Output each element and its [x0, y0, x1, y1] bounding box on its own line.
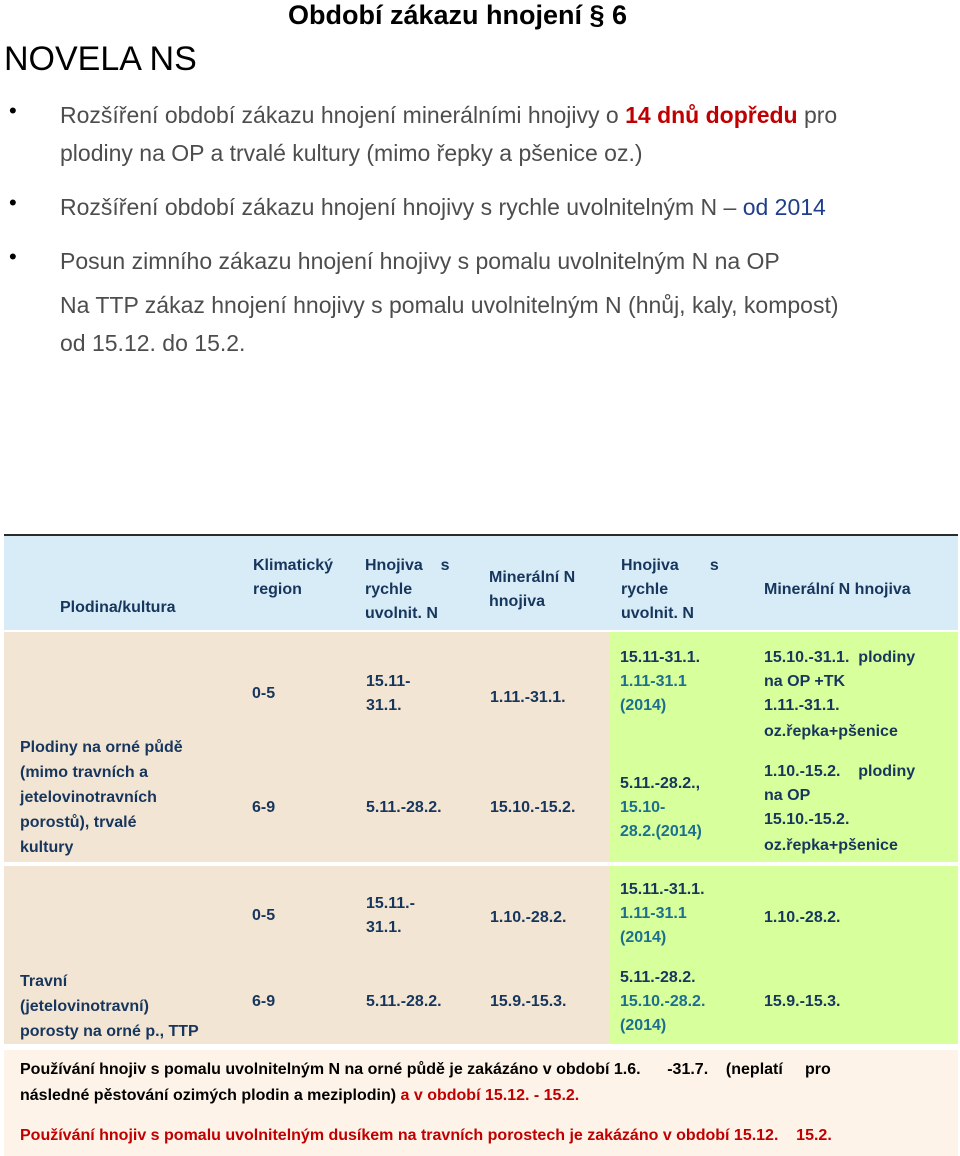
g1r2-newfast-3: 28.2.(2014)	[620, 823, 702, 840]
g2r1-fast-2: 31.1.	[366, 919, 402, 936]
header-crop: Plodina/kultura	[60, 599, 176, 616]
bullet-1-highlight: 14 dnů dopředu	[625, 102, 798, 128]
g1r1-fast-2: 31.1.	[366, 697, 402, 714]
g1r1-newmin-3: 1.11.-31.1.	[764, 697, 840, 714]
bullet-1-text-end: pro	[797, 102, 838, 128]
bullet-1-line2: plodiny na OP a trvalé kultury (mimo řepky a pšenice oz.)	[60, 140, 643, 166]
header-region-2: region	[253, 581, 302, 598]
group2-crop-1: Travní	[20, 973, 68, 990]
header-fast2-1: Hnojiva s	[621, 557, 719, 574]
g2r2-newmin: 15.9.-15.3.	[764, 993, 841, 1010]
group2-crop-2: (jetelovinotravní)	[20, 998, 149, 1015]
g2r2-newfast-1: 5.11.-28.2.	[620, 969, 696, 986]
g1r2-newmin-3: 15.10.-15.2.	[764, 811, 850, 828]
g2r2-mineral: 15.9.-15.3.	[490, 993, 567, 1010]
bullet-2	[60, 188, 940, 226]
bullet-3-sub	[60, 286, 940, 362]
footer-line1: Používání hnojiv s pomalu uvolnitelným N na orné půdě je zakázáno v období 1.6. -31.7. (neplatí pro	[20, 1061, 831, 1078]
header-fast2-3: uvolnit. N	[621, 605, 694, 622]
g2r2-newfast-2: 15.10.-28.2.	[620, 993, 706, 1010]
g1r1-region: 0-5	[252, 685, 276, 702]
bullet-2-highlight: od 2014	[742, 194, 826, 220]
g1r2-newmin-2: na OP	[764, 787, 811, 804]
header-mineral2: Minerální N hnojiva	[764, 581, 911, 598]
group2-crop-3: porosty na orné p., TTP	[20, 1023, 199, 1040]
header-fast2-2: rychle	[621, 581, 669, 598]
footer-line2-highlight: a v období 15.12. - 15.2.	[396, 1087, 580, 1104]
footer-notes	[4, 1050, 958, 1156]
footer-line2	[20, 1084, 579, 1108]
header-region-1: Klimatický	[253, 557, 334, 574]
g2r1-fast-1: 15.11.-	[366, 895, 415, 912]
bullet-3	[60, 242, 940, 280]
bullet-1	[60, 96, 940, 172]
header-mineral-2: hnojiva	[489, 593, 546, 610]
header-fast-3: uvolnit. N	[365, 605, 438, 622]
group1-crop-5: kultury	[20, 839, 74, 856]
g1r1-newfast-3: (2014)	[620, 697, 667, 714]
g1r2-newmin-1: 1.10.-15.2. plodiny	[764, 763, 916, 780]
group1-new-cells	[610, 630, 958, 862]
g1r1-newfast-2: 1.11-31.1	[620, 673, 687, 690]
bullet-1-text: Rozšíření období zákazu hnojení minerálními hnojivy o	[60, 102, 626, 128]
footer-line3: Používání hnojiv s pomalu uvolnitelným dusíkem na travních porostech je zakázáno v období 15.12. 15.2.	[20, 1127, 832, 1144]
g2r1-region: 0-5	[252, 907, 276, 924]
title-right: Období zákazu hnojení § 6	[288, 0, 628, 30]
g1r1-newmin-2: na OP +TK	[764, 673, 846, 690]
table-header	[4, 534, 958, 630]
g2r1-newfast-1: 15.11.-31.1.	[620, 881, 705, 898]
g1r2-newmin-4: oz.řepka+pšenice	[764, 837, 898, 854]
footer-line2-text: následné pěstování ozimých plodin a meziplodin)	[20, 1087, 397, 1104]
g1r2-region: 6-9	[252, 799, 276, 816]
group1-old-cells	[4, 630, 610, 862]
g1r1-mineral: 1.11.-31.1.	[490, 689, 566, 706]
g1r1-newfast-1: 15.11-31.1.	[620, 649, 701, 666]
header-fast-1: Hnojiva s	[365, 557, 450, 574]
bullet-dot: •	[9, 244, 17, 269]
header-mineral-1: Minerální N	[489, 569, 576, 586]
g2r1-newmin: 1.10.-28.2.	[764, 909, 841, 926]
group1-crop-4: porostů), trvalé	[20, 814, 137, 831]
group2-new-cells	[610, 864, 958, 1044]
bullet-3-sub-line1: Na TTP zákaz hnojení hnojivy s pomalu uvolnitelným N (hnůj, kaly, kompost)	[60, 292, 839, 318]
g2r1-mineral: 1.10.-28.2.	[490, 909, 567, 926]
g2r2-region: 6-9	[252, 993, 276, 1010]
g2r2-fast: 5.11.-28.2.	[366, 993, 442, 1010]
bullet-3-sub-line2: od 15.12. do 15.2.	[60, 330, 246, 356]
bullet-dot: •	[9, 98, 17, 123]
bullet-dot: •	[9, 190, 17, 215]
g2r1-newfast-3: (2014)	[620, 929, 667, 946]
group1-crop-1: Plodiny na orné půdě	[20, 739, 183, 756]
g1r2-mineral: 15.10.-15.2.	[490, 799, 576, 816]
bullet-3-text: Posun zimního zákazu hnojení hnojivy s pomalu uvolnitelným N na OP	[60, 248, 780, 274]
g1r2-fast: 5.11.-28.2.	[366, 799, 442, 816]
g1r1-fast-1: 15.11-	[366, 673, 411, 690]
header-fast-2: rychle	[365, 581, 413, 598]
g1r2-newfast-2: 15.10-	[620, 799, 666, 816]
g2r1-newfast-2: 1.11-31.1	[620, 905, 687, 922]
group2-old-cells	[4, 864, 610, 1044]
g2r2-newfast-3: (2014)	[620, 1017, 667, 1034]
title-left: NOVELA NS	[4, 40, 197, 78]
g1r1-newmin-4: oz.řepka+pšenice	[764, 723, 898, 740]
group1-crop-2: (mimo travních a	[20, 764, 149, 781]
group1-crop-3: jetelovinotravních	[20, 789, 157, 806]
g1r2-newfast-1: 5.11.-28.2.,	[620, 775, 701, 792]
bullet-2-text: Rozšíření období zákazu hnojení hnojivy s rychle uvolnitelným N –	[60, 194, 743, 220]
g1r1-newmin-1: 15.10.-31.1. plodiny	[764, 649, 916, 666]
